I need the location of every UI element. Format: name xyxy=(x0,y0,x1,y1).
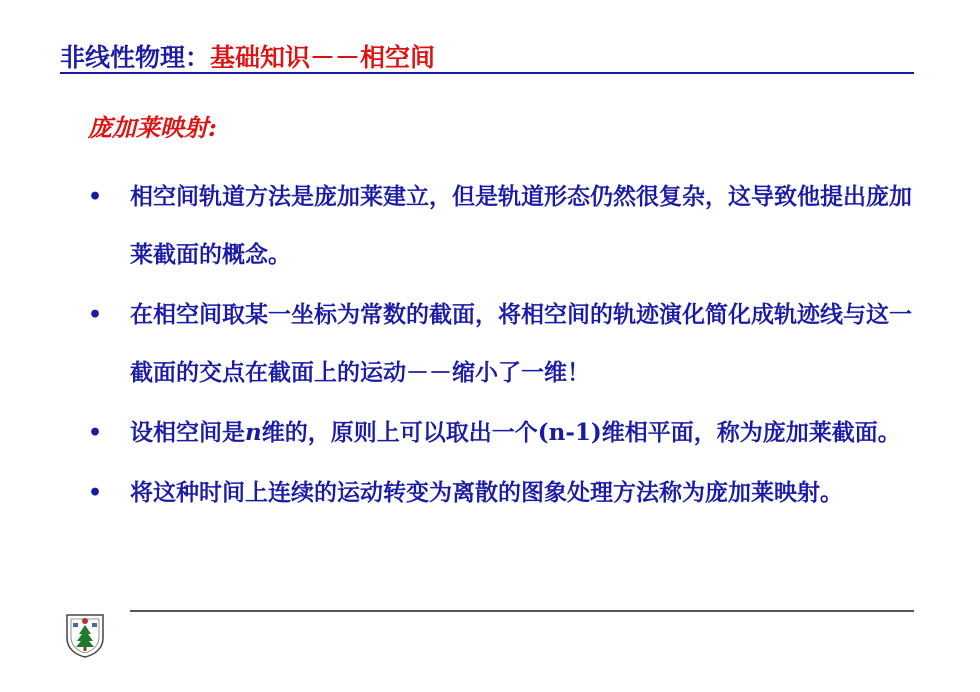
bullet-text: 相空间轨道方法是庞加莱建立，但是轨道形态仍然很复杂，这导致他提出庞加莱截面的概念。 xyxy=(130,183,912,268)
bullet-text: 将这种时间上连续的运动转变为离散的图象处理方法称为庞加莱映射。 xyxy=(130,479,843,506)
footer-divider xyxy=(130,610,914,612)
university-seal-tree-icon xyxy=(64,612,106,658)
bullet-marker: • xyxy=(88,184,103,210)
title-topic: 基础知识－－相空间 xyxy=(210,43,436,72)
bullet-text-after: 维的，原则上可以取出一个(n-1)维相平面，称为庞加莱截面。 xyxy=(261,419,901,446)
bullet-text xyxy=(130,404,918,462)
bullet-text: 在相空间取某一坐标为常数的截面，将相空间的轨迹演化简化成轨迹线与这一截面的交点在截面上的运动－－缩小了一维！ xyxy=(130,301,912,386)
bullet-text-before: 设相空间是 xyxy=(130,419,245,446)
bullet-marker: • xyxy=(88,480,103,506)
bullet-list xyxy=(88,168,918,524)
bullet-marker: • xyxy=(88,420,103,446)
bullet-item-4 xyxy=(88,464,918,522)
bullet-item-1 xyxy=(88,168,918,284)
bullet-item-2 xyxy=(88,286,918,402)
page-title xyxy=(60,38,435,74)
section-heading: 庞加莱映射: xyxy=(88,113,217,142)
variable-n: n xyxy=(245,419,262,446)
title-course: 非线性物理： xyxy=(60,43,211,72)
title-divider xyxy=(60,72,914,74)
bullet-marker: • xyxy=(88,302,103,328)
bullet-item-3 xyxy=(88,404,918,462)
